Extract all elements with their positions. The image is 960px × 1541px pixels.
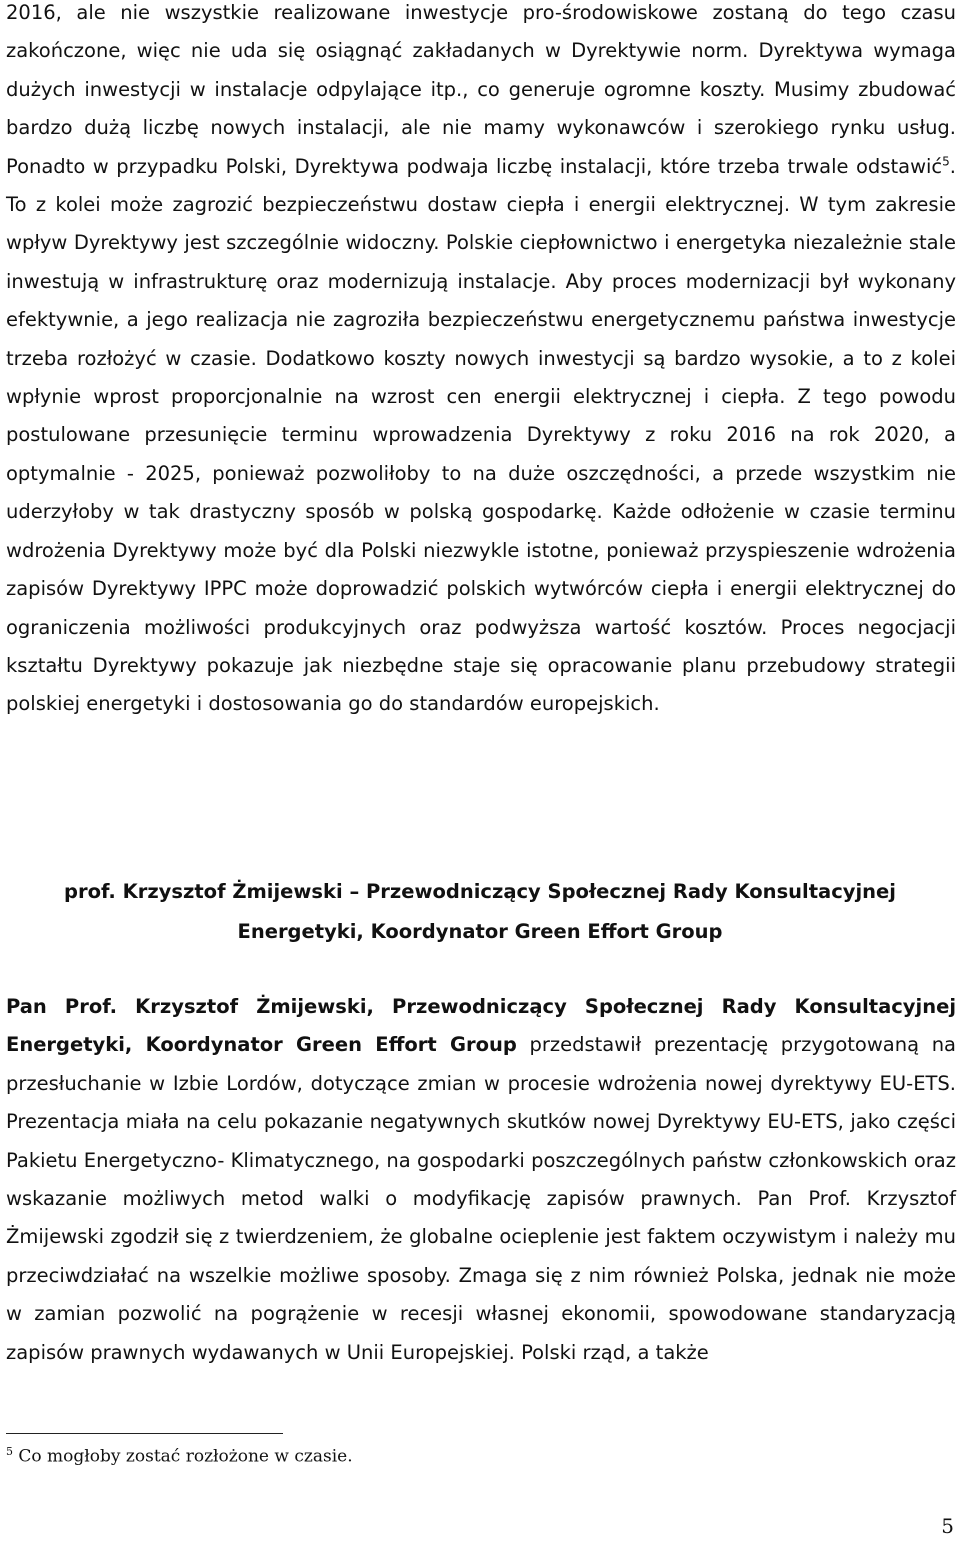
- footnote-text: Co mogłoby zostać rozłożone w czasie.: [13, 1446, 353, 1467]
- section-heading: [0, 872, 960, 952]
- page-number: 5: [941, 1514, 954, 1538]
- body-paragraph-1: [6, 0, 956, 724]
- footnote-separator: [6, 1433, 283, 1434]
- footnote-reference[interactable]: 5: [942, 154, 950, 169]
- paragraph-text: . To z kolei może zagrozić bezpieczeństwu dostaw ciepła i energii elektrycznej. W tym zakresie wpływ Dyrektywy jest szczególnie widoczny. Polskie ciepłownictwo i energetyka niezależnie stale inwestują w infrastrukturę oraz modernizują instalacje. Aby proces modernizacji był wykonany efektywnie, a jego realizacja nie zagroziła bezpieczeństwu energetycznemu państwa inwestycje trzeba rozłożyć w czasie. Dodatkowo koszty nowych inwestycji są bardzo wysokie, a to z kolei wpłynie wprost proporcjonalnie na wzrost cen energii elektrycznej i ciepła. Z tego powodu postulowane przesunięcie terminu wprowadzenia Dyrektywy z roku 2016 na rok 2020, a optymalnie - 2025, ponieważ pozwoliłoby to na duże oszczędności, a przede wszystkim nie uderzyłoby w tak drastyczny sposób w polską gospodarkę. Każde odłożenie w czasie terminu wdrożenia Dyrektywy może być dla Polski niezwykle istotne, ponieważ przyspieszenie wdrożenia zapisów Dyrektywy IPPC może doprowadzić polskich wytwórców ciepła i energii elektrycznej do ograniczenia możliwości produkcyjnych oraz podwyższa wartość kosztów. Proces negocjacji kształtu Dyrektywy pokazuje jak niezbędne staje się opracowanie planu przebudowy strategii polskiej energetyki i dostosowania go do standardów europejskich.: [6, 154, 956, 716]
- footnote: [6, 1440, 353, 1469]
- footnote-number: 5: [6, 1445, 13, 1458]
- bold-lead-text: Pan Prof. Krzysztof Żmijewski, Przewodniczący Społecznej Rady Konsultacyjnej Energetyki, Koordynator Green Effort Group: [6, 995, 956, 1057]
- heading-line-2: Energetyki, Koordynator Green Effort Group: [237, 920, 723, 943]
- paragraph-text: przedstawił prezentację przygotowaną na przesłuchanie w Izbie Lordów, dotyczące zmian w procesie wdrożenia nowej dyrektywy EU-ETS. Prezentacja miała na celu pokazanie negatywnych skutków nowej Dyrektywy EU-ETS, jako części Pakietu Energetyczno- Klimatycznego, na gospodarki poszczególnych państw członkowskich oraz wskazanie możliwych metod walki o modyfikację zapisów prawnych. Pan Prof. Krzysztof Żmijewski zgodził się z twierdzeniem, że globalne ocieplenie jest faktem oczywistym i należy mu przeciwdziałać na wszelkie możliwe sposoby. Zmaga się z nim również Polska, jednak nie może w zamian pozwolić na pogrążenie w recesji własnej ekonomii, spowodowane standaryzacją zapisów prawnych wydawanych w Unii Europejskiej. Polski rząd, a także: [6, 1033, 956, 1364]
- body-paragraph-2: [6, 988, 956, 1372]
- heading-line-1: prof. Krzysztof Żmijewski – Przewodniczący Społecznej Rady Konsultacyjnej: [64, 880, 896, 903]
- paragraph-text: 2016, ale nie wszystkie realizowane inwestycje pro-środowiskowe zostaną do tego czasu zakończone, więc nie uda się osiągnąć zakładanych w Dyrektywie norm. Dyrektywa wymaga dużych inwestycji w instalacje odpylające itp., co generuje ogromne koszty. Musimy zbudować bardzo dużą liczbę nowych instalacji, ale nie mamy wykonawców i szerokiego rynku usług. Ponadto w przypadku Polski, Dyrektywa podwaja liczbę instalacji, które trzeba trwale odstawić: [6, 1, 956, 178]
